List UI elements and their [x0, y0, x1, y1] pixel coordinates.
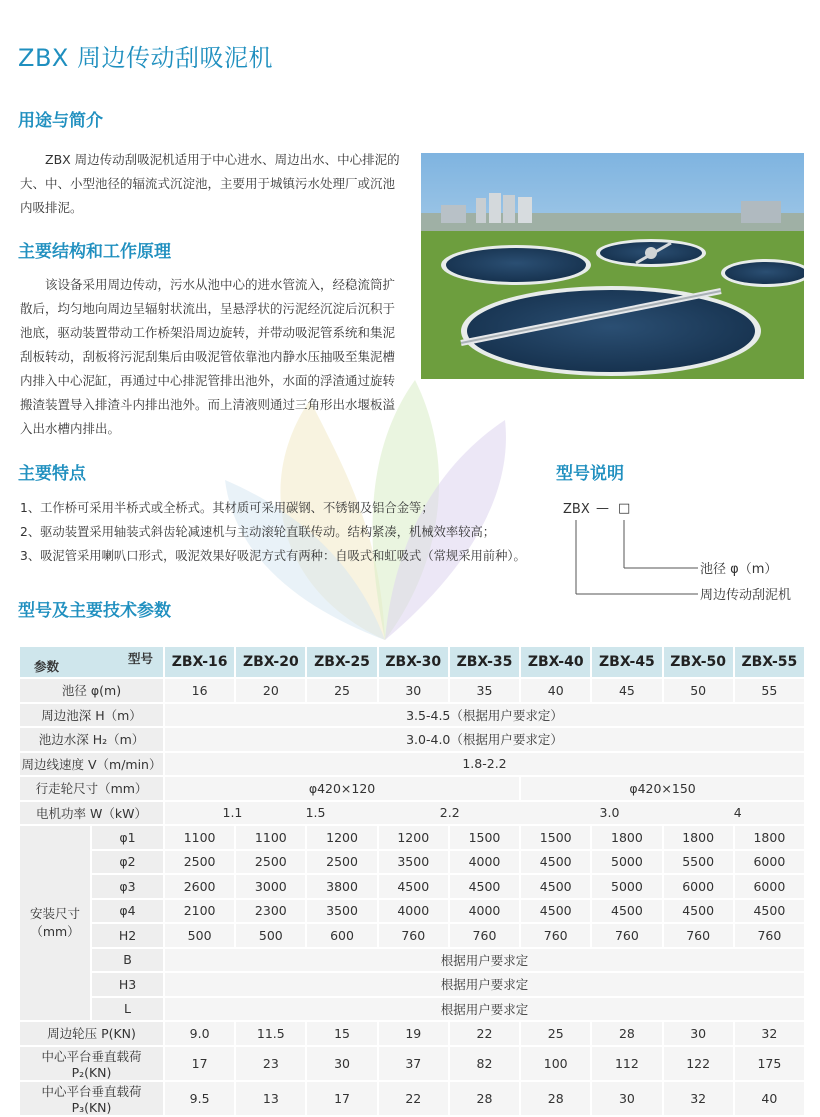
value-cell: 30 — [592, 1082, 661, 1115]
table-corner-cell — [20, 647, 163, 677]
params-heading: 型号及主要技术参数 — [18, 601, 171, 621]
table-row — [20, 851, 804, 874]
value-cell: 9.5 — [165, 1082, 234, 1115]
value-cell: 3.0-4.0（根据用户要求定） — [165, 728, 804, 751]
table-row — [20, 728, 804, 751]
value-cell: 30 — [664, 1022, 733, 1045]
value-cell: 25 — [307, 679, 376, 702]
value-cell: 4500 — [664, 900, 733, 923]
value-cell: 4000 — [450, 900, 519, 923]
model-header: ZBX-25 — [307, 647, 376, 677]
value-cell: 3.5-4.5（根据用户要求定） — [165, 704, 804, 727]
value-cell: φ420×150 — [521, 777, 804, 800]
value-cell: 82 — [450, 1047, 519, 1080]
value-cell: 55 — [735, 679, 804, 702]
table-row — [20, 679, 804, 702]
install-sub-label: H2 — [92, 924, 163, 947]
value-cell: 122 — [664, 1047, 733, 1080]
value-cell: 28 — [592, 1022, 661, 1045]
value-cell: 1100 — [236, 826, 305, 849]
value-cell: φ420×120 — [165, 777, 519, 800]
model-dash: — — [596, 501, 609, 516]
model-header: ZBX-45 — [592, 647, 661, 677]
value-cell: 760 — [450, 924, 519, 947]
install-sub-label: φ1 — [92, 826, 163, 849]
value-cell: 760 — [521, 924, 590, 947]
value-cell: 32 — [664, 1082, 733, 1115]
table-row — [20, 973, 804, 996]
value-cell: 根据用户要求定 — [165, 949, 804, 972]
corner-param-label: 参数 — [34, 659, 60, 674]
sedimentation-tank-photo — [421, 153, 804, 379]
table-row — [20, 802, 804, 825]
value-cell: 1.5 — [305, 804, 326, 820]
value-cell: 2500 — [236, 851, 305, 874]
value-cell: 760 — [379, 924, 448, 947]
table-row — [20, 1082, 804, 1115]
value-cell: 4500 — [521, 900, 590, 923]
value-cell: 2500 — [165, 851, 234, 874]
value-cell: 23 — [236, 1047, 305, 1080]
param-label: 电机功率 W（kW） — [20, 802, 163, 825]
value-cell: 4000 — [379, 900, 448, 923]
value-cell: 4500 — [521, 851, 590, 874]
value-cell: 17 — [165, 1047, 234, 1080]
value-cell: 17 — [307, 1082, 376, 1115]
value-cell: 2300 — [236, 900, 305, 923]
value-cell: 760 — [592, 924, 661, 947]
table-row — [20, 1022, 804, 1045]
model-header: ZBX-50 — [664, 647, 733, 677]
features-heading: 主要特点 — [18, 464, 86, 484]
install-sub-label: φ3 — [92, 875, 163, 898]
table-row — [20, 1047, 804, 1080]
spec-table — [18, 645, 806, 1117]
value-cell: 6000 — [664, 875, 733, 898]
value-cell: 5000 — [592, 875, 661, 898]
intro-text: ZBX 周边传动刮吸泥机适用于中心进水、周边出水、中心排泥的大、中、小型池径的辐流式沉淀池，主要用于城镇污水处理厂或沉池内吸排泥。 — [20, 152, 400, 215]
value-cell: 3.0 — [599, 804, 620, 820]
value-cell: 6000 — [735, 851, 804, 874]
value-cell: 1200 — [379, 826, 448, 849]
value-cell: 4500 — [450, 875, 519, 898]
value-cell: 1.1 — [222, 804, 243, 820]
value-cell: 1800 — [735, 826, 804, 849]
value-cell: 19 — [379, 1022, 448, 1045]
value-cell: 2500 — [307, 851, 376, 874]
table-header-row — [20, 647, 804, 677]
install-sub-label: B — [92, 949, 163, 972]
value-cell: 500 — [236, 924, 305, 947]
model-header: ZBX-20 — [236, 647, 305, 677]
features-list — [20, 496, 560, 568]
value-cell: 2.2 — [439, 804, 460, 820]
table-row — [20, 777, 804, 800]
model-placeholder-box: □ — [618, 501, 631, 516]
param-label: 周边池深 H（m） — [20, 704, 163, 727]
value-cell: 28 — [450, 1082, 519, 1115]
value-cell: 760 — [735, 924, 804, 947]
param-label: 池径 φ(m) — [20, 679, 163, 702]
value-cell: 4 — [733, 804, 742, 820]
value-cell: 1500 — [450, 826, 519, 849]
value-cell: 37 — [379, 1047, 448, 1080]
value-cell: 112 — [592, 1047, 661, 1080]
value-cell: 30 — [379, 679, 448, 702]
principle-text: 该设备采用周边传动，污水从池中心的进水管流入，经稳流筒扩散后，均匀地向周边呈辐射状流出，呈悬浮状的污泥经沉淀后沉积于池底，驱动装置带动工作桥架沿周边旋转，并带动吸泥管系统和集泥刮板转动，刮板将污泥刮集后由吸泥管依靠池内静水压抽吸至集泥槽内排入中心泥缸，再通过中心排泥管排出池外，水面的浮渣通过旋转搬渣装置导入排渣斗内排出池外。而上清液则通过三角形出水堰板溢入出水槽内排出。 — [20, 277, 396, 436]
value-cell: 1800 — [664, 826, 733, 849]
value-cell: 28 — [521, 1082, 590, 1115]
model-label-machine: 周边传动刮泥机 — [700, 588, 792, 603]
model-code: ZBX — [563, 502, 590, 517]
param-label: 周边轮压 P(KN) — [20, 1022, 163, 1045]
principle-heading: 主要结构和工作原理 — [18, 242, 171, 262]
model-header: ZBX-30 — [379, 647, 448, 677]
install-sub-label: φ4 — [92, 900, 163, 923]
value-cell: 45 — [592, 679, 661, 702]
param-label: 池边水深 H₂（m） — [20, 728, 163, 751]
value-cell: 5000 — [592, 851, 661, 874]
value-cell: 20 — [236, 679, 305, 702]
value-cell: 50 — [664, 679, 733, 702]
value-cell: 100 — [521, 1047, 590, 1080]
value-cell: 1200 — [307, 826, 376, 849]
value-cell: 11.5 — [236, 1022, 305, 1045]
param-label: 周边线速度 V（m/min） — [20, 753, 163, 776]
value-cell: 4500 — [735, 900, 804, 923]
table-row — [20, 826, 804, 849]
value-cell: 32 — [735, 1022, 804, 1045]
install-sub-label: L — [92, 998, 163, 1021]
table-row — [20, 753, 804, 776]
table-row — [20, 704, 804, 727]
model-header: ZBX-55 — [735, 647, 804, 677]
value-cell: 1.8-2.2 — [165, 753, 804, 776]
value-cell: 9.0 — [165, 1022, 234, 1045]
value-cell: 1500 — [521, 826, 590, 849]
value-cell: 3800 — [307, 875, 376, 898]
value-cell: 175 — [735, 1047, 804, 1080]
value-cell: 22 — [379, 1082, 448, 1115]
value-cell: 3000 — [236, 875, 305, 898]
install-sub-label: φ2 — [92, 851, 163, 874]
model-header: ZBX-35 — [450, 647, 519, 677]
install-sub-label: H3 — [92, 973, 163, 996]
value-cell: 1800 — [592, 826, 661, 849]
value-cell: 3500 — [379, 851, 448, 874]
table-row — [20, 875, 804, 898]
value-cell: 600 — [307, 924, 376, 947]
power-values-cell — [165, 802, 804, 825]
value-cell: 760 — [664, 924, 733, 947]
param-label: 中心平台垂直载荷 P₃(KN) — [20, 1082, 163, 1115]
value-cell: 40 — [521, 679, 590, 702]
feature-item: 1、工作桥可采用半桥式或全桥式。其材质可采用碳钢、不锈钢及铝合金等； — [20, 501, 434, 515]
model-header: ZBX-40 — [521, 647, 590, 677]
value-cell: 35 — [450, 679, 519, 702]
value-cell: 13 — [236, 1082, 305, 1115]
table-row — [20, 949, 804, 972]
value-cell: 40 — [735, 1082, 804, 1115]
model-desc-heading: 型号说明 — [556, 464, 624, 484]
value-cell: 4500 — [379, 875, 448, 898]
table-row — [20, 924, 804, 947]
value-cell: 500 — [165, 924, 234, 947]
value-cell: 6000 — [735, 875, 804, 898]
table-row — [20, 900, 804, 923]
value-cell: 4000 — [450, 851, 519, 874]
feature-item: 3、吸泥管采用喇叭口形式，吸泥效果好吸泥方式有两种：自吸式和虹吸式（常规采用前种）。 — [20, 549, 526, 563]
value-cell: 16 — [165, 679, 234, 702]
value-cell: 3500 — [307, 900, 376, 923]
model-header: ZBX-16 — [165, 647, 234, 677]
install-label: 安装尺寸 （mm） — [20, 826, 90, 1020]
table-row — [20, 998, 804, 1021]
model-label-diameter: 池径 φ（m） — [700, 562, 778, 577]
value-cell: 25 — [521, 1022, 590, 1045]
value-cell: 5500 — [664, 851, 733, 874]
intro-heading: 用途与简介 — [18, 111, 103, 131]
param-label: 中心平台垂直载荷 P₂(KN) — [20, 1047, 163, 1080]
model-code-diagram — [560, 498, 800, 603]
value-cell: 4500 — [521, 875, 590, 898]
page-title: ZBX 周边传动刮吸泥机 — [18, 44, 273, 72]
param-label: 行走轮尺寸（mm） — [20, 777, 163, 800]
value-cell: 30 — [307, 1047, 376, 1080]
value-cell: 根据用户要求定 — [165, 973, 804, 996]
feature-item: 2、驱动装置采用轴装式斜齿轮减速机与主动滚轮直联传动。结构紧凑，机械效率较高； — [20, 525, 496, 539]
value-cell: 2600 — [165, 875, 234, 898]
value-cell: 2100 — [165, 900, 234, 923]
value-cell: 4500 — [592, 900, 661, 923]
value-cell: 22 — [450, 1022, 519, 1045]
value-cell: 1100 — [165, 826, 234, 849]
corner-model-label: 型号 — [127, 651, 153, 666]
value-cell: 15 — [307, 1022, 376, 1045]
value-cell: 根据用户要求定 — [165, 998, 804, 1021]
